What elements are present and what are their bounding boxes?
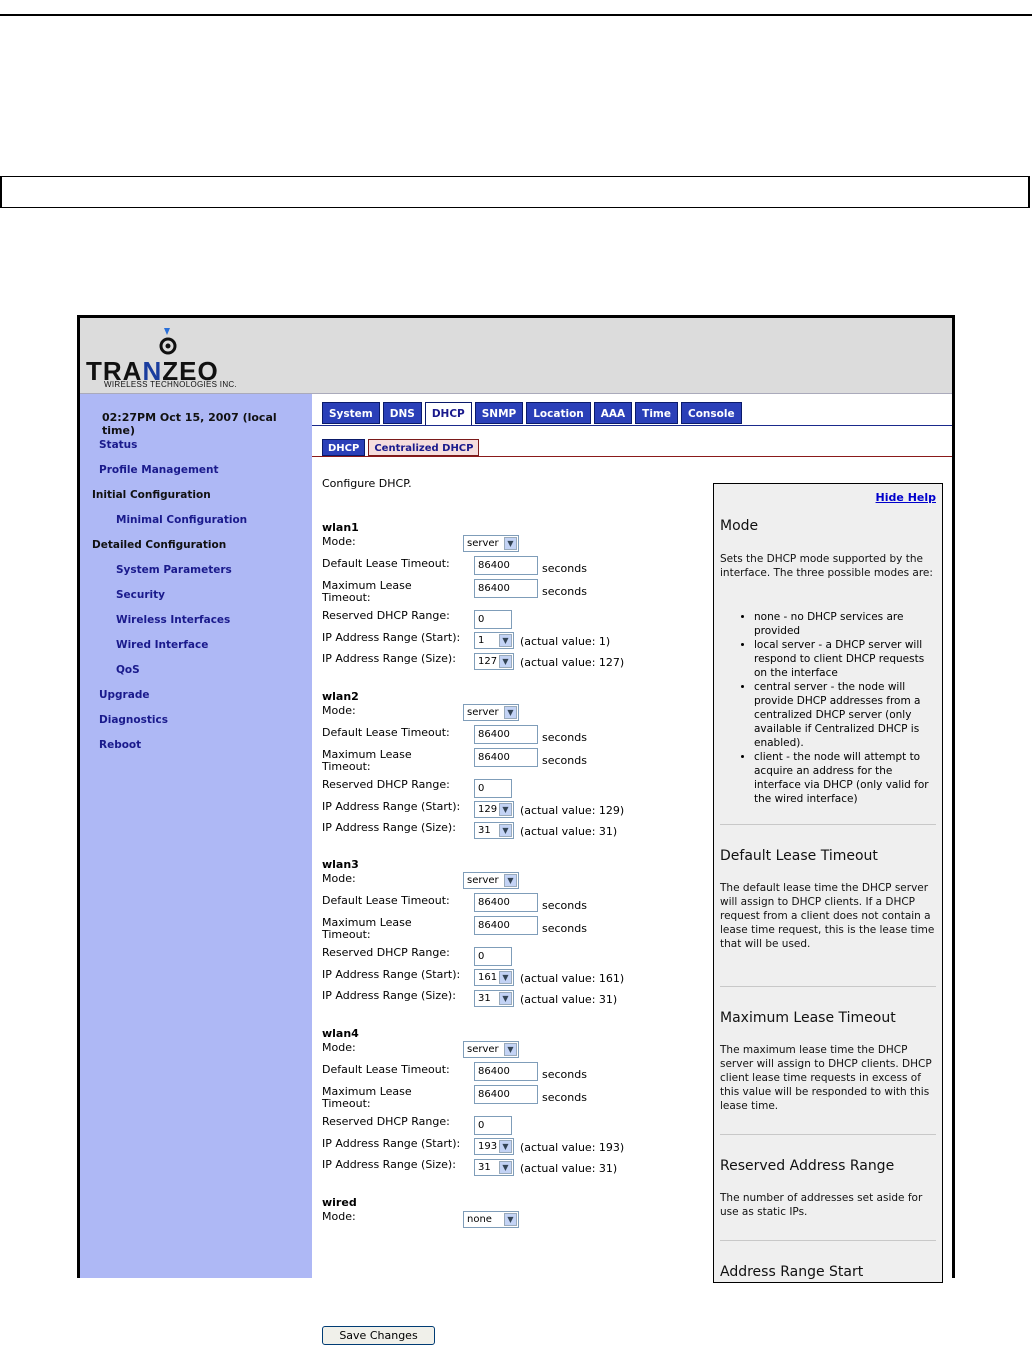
sidebar-item-wired-interface[interactable]: Wired Interface xyxy=(116,639,209,651)
help-mode-list xyxy=(720,610,938,806)
tranzeo-logo xyxy=(86,326,276,390)
max-lease-label: Maximum Lease Timeout: xyxy=(322,579,412,604)
local-time: 02:27PM Oct 15, 2007 (local time) xyxy=(102,411,277,437)
range-size-select[interactable]: 127 ▼ xyxy=(474,653,514,670)
default-lease-input[interactable]: 86400 xyxy=(474,556,538,575)
default-lease-label: Default Lease Timeout: xyxy=(322,1063,450,1076)
list-item: • client - the node will attempt to acquire an address for the interface via DHCP (only valid for the wired interface) xyxy=(754,750,938,806)
section-title: wlan2 xyxy=(322,690,359,703)
range-size-select[interactable]: 31 ▼ xyxy=(474,822,514,839)
sidebar-item-qos[interactable]: QoS xyxy=(116,664,140,676)
tab-aaa[interactable]: AAA xyxy=(594,402,632,424)
range-start-actual: (actual value: 129) xyxy=(520,804,625,817)
seconds-unit: seconds xyxy=(542,754,587,767)
antenna-logo-icon xyxy=(156,326,180,356)
reserved-range-label: Reserved DHCP Range: xyxy=(322,609,450,622)
max-lease-input[interactable]: 86400 xyxy=(474,1085,538,1104)
divider xyxy=(720,986,936,987)
sidebar-item-profile-management[interactable]: Profile Management xyxy=(99,464,219,476)
reserved-range-input[interactable]: 0 xyxy=(474,947,512,966)
tab-console[interactable]: Console xyxy=(681,402,742,424)
reserved-range-input[interactable]: 0 xyxy=(474,779,512,798)
max-lease-input[interactable]: 86400 xyxy=(474,579,538,598)
sidebar-item-security[interactable]: Security xyxy=(116,589,166,601)
chevron-down-icon: ▼ xyxy=(499,992,512,1005)
help-default-title: Default Lease Timeout xyxy=(720,848,878,864)
seconds-unit: seconds xyxy=(542,922,587,935)
list-item: • local server - a DHCP server will respond to client DHCP requests on the interface xyxy=(754,638,938,680)
range-start-select[interactable]: 129 ▼ xyxy=(474,801,514,818)
help-max-text: The maximum lease time the DHCP server will assign to DHCP clients. DHCP client lease time requests in excess of this value will be responded to with this lease time. xyxy=(720,1044,932,1112)
chevron-down-icon: ▼ xyxy=(499,803,512,816)
divider xyxy=(720,1134,936,1135)
tab-location[interactable]: Location xyxy=(526,402,591,424)
seconds-unit: seconds xyxy=(542,562,587,575)
help-panel xyxy=(713,483,943,1283)
tab-dhcp[interactable]: DHCP xyxy=(425,402,472,426)
subtab-dhcp[interactable]: DHCP xyxy=(322,439,365,456)
mode-select[interactable]: server ▼ xyxy=(463,1041,519,1058)
chevron-down-icon: ▼ xyxy=(499,1140,512,1153)
mode-label: Mode: xyxy=(322,1210,356,1223)
chevron-down-icon: ▼ xyxy=(499,655,512,668)
mode-label: Mode: xyxy=(322,704,356,717)
max-lease-input[interactable]: 86400 xyxy=(474,916,538,935)
help-max-title: Maximum Lease Timeout xyxy=(720,1010,896,1026)
main-content xyxy=(312,394,952,1342)
mode-label: Mode: xyxy=(322,535,356,548)
tab-system[interactable]: System xyxy=(322,402,380,424)
sidebar-item-diagnostics[interactable]: Diagnostics xyxy=(99,714,168,726)
sidebar-item-upgrade[interactable]: Upgrade xyxy=(99,689,150,701)
save-changes-button[interactable]: Save Changes xyxy=(322,1326,435,1345)
mode-label: Mode: xyxy=(322,872,356,885)
help-mode-text: Sets the DHCP mode supported by the interface. The three possible modes are: xyxy=(720,553,933,579)
seconds-unit: seconds xyxy=(542,1068,587,1081)
sidebar-item-initial-configuration[interactable]: Initial Configuration xyxy=(92,489,211,501)
seconds-unit: seconds xyxy=(542,585,587,598)
help-default-text: The default lease time the DHCP server will assign to DHCP clients. If a DHCP request from a client does not contain a lease time request, this is the lease time that will be used. xyxy=(720,882,935,950)
chevron-down-icon: ▼ xyxy=(499,824,512,837)
sidebar-item-system-parameters[interactable]: System Parameters xyxy=(116,564,232,576)
tab-snmp[interactable]: SNMP xyxy=(475,402,524,424)
range-size-actual: (actual value: 31) xyxy=(520,1162,618,1175)
help-mode-title: Mode xyxy=(720,518,759,534)
subtab-bar xyxy=(322,439,479,456)
range-size-label: IP Address Range (Size): xyxy=(322,1158,456,1171)
chevron-down-icon: ▼ xyxy=(499,1161,512,1174)
help-start-title: Address Range Start xyxy=(720,1264,864,1280)
hide-help-link[interactable]: Hide Help xyxy=(875,491,936,504)
range-size-label: IP Address Range (Size): xyxy=(322,821,456,834)
mode-select[interactable]: server ▼ xyxy=(463,535,519,552)
range-start-select[interactable]: 161 ▼ xyxy=(474,969,514,986)
chevron-down-icon: ▼ xyxy=(504,874,517,887)
sidebar xyxy=(80,394,312,1278)
chevron-down-icon: ▼ xyxy=(504,706,517,719)
max-lease-label: Maximum Lease Timeout: xyxy=(322,916,412,941)
sidebar-item-reboot[interactable]: Reboot xyxy=(99,739,142,751)
mode-select[interactable]: server ▼ xyxy=(463,704,519,721)
chevron-down-icon: ▼ xyxy=(499,634,512,647)
sidebar-item-status[interactable]: Status xyxy=(99,439,138,451)
range-start-label: IP Address Range (Start): xyxy=(322,1137,461,1150)
sidebar-item-minimal-configuration[interactable]: Minimal Configuration xyxy=(116,514,248,526)
default-lease-input[interactable]: 86400 xyxy=(474,725,538,744)
list-item: • none - no DHCP services are provided xyxy=(754,610,938,638)
range-start-select[interactable]: 193 ▼ xyxy=(474,1138,514,1155)
subtab-centralized-dhcp[interactable]: Centralized DHCP xyxy=(368,439,479,456)
range-size-label: IP Address Range (Size): xyxy=(322,989,456,1002)
tab-bar xyxy=(322,402,742,426)
reserved-range-label: Reserved DHCP Range: xyxy=(322,1115,450,1128)
help-reserved-text: The number of addresses set aside for use as static IPs. xyxy=(720,1192,923,1218)
default-lease-input[interactable]: 86400 xyxy=(474,893,538,912)
default-lease-input[interactable]: 86400 xyxy=(474,1062,538,1081)
max-lease-input[interactable]: 86400 xyxy=(474,748,538,767)
tab-dns[interactable]: DNS xyxy=(383,402,422,424)
reserved-range-label: Reserved DHCP Range: xyxy=(322,778,450,791)
intro-text: Configure DHCP. xyxy=(322,477,412,490)
chevron-down-icon: ▼ xyxy=(504,537,517,550)
range-size-select[interactable]: 31 ▼ xyxy=(474,1159,514,1176)
reserved-range-input[interactable]: 0 xyxy=(474,610,512,629)
sidebar-item-detailed-configuration[interactable]: Detailed Configuration xyxy=(92,539,227,551)
seconds-unit: seconds xyxy=(542,1091,587,1104)
mode-select[interactable]: server ▼ xyxy=(463,872,519,889)
screenshot-frame xyxy=(77,315,955,1342)
logo-wordmark: TRANZEO xyxy=(86,356,219,386)
section-title: wlan4 xyxy=(322,1027,359,1040)
max-lease-label: Maximum Lease Timeout: xyxy=(322,748,412,773)
mode-select[interactable]: none ▼ xyxy=(463,1211,519,1228)
header xyxy=(80,318,952,394)
range-start-label: IP Address Range (Start): xyxy=(322,968,461,981)
section-title: wired xyxy=(322,1196,357,1209)
range-size-actual: (actual value: 127) xyxy=(520,656,625,669)
range-size-label: IP Address Range (Size): xyxy=(322,652,456,665)
tab-time[interactable]: Time xyxy=(635,402,678,424)
default-lease-label: Default Lease Timeout: xyxy=(322,894,450,907)
range-start-actual: (actual value: 193) xyxy=(520,1141,625,1154)
document-blank-bar xyxy=(0,176,1030,208)
divider xyxy=(720,1240,936,1241)
help-reserved-title: Reserved Address Range xyxy=(720,1158,895,1174)
range-start-actual: (actual value: 161) xyxy=(520,972,625,985)
section-title: wlan1 xyxy=(322,521,359,534)
logo-subtitle: WIRELESS TECHNOLOGIES INC. xyxy=(104,380,238,389)
section-title: wlan3 xyxy=(322,858,359,871)
chevron-down-icon: ▼ xyxy=(499,971,512,984)
seconds-unit: seconds xyxy=(542,731,587,744)
max-lease-label: Maximum Lease Timeout: xyxy=(322,1085,412,1110)
range-size-select[interactable]: 31 ▼ xyxy=(474,990,514,1007)
mode-label: Mode: xyxy=(322,1041,356,1054)
range-size-actual: (actual value: 31) xyxy=(520,825,618,838)
sidebar-item-wireless-interfaces[interactable]: Wireless Interfaces xyxy=(116,614,231,626)
seconds-unit: seconds xyxy=(542,899,587,912)
chevron-down-icon: ▼ xyxy=(504,1213,517,1226)
divider xyxy=(720,824,936,825)
reserved-range-label: Reserved DHCP Range: xyxy=(322,946,450,959)
range-start-select[interactable]: 1 ▼ xyxy=(474,632,514,649)
range-size-actual: (actual value: 31) xyxy=(520,993,618,1006)
range-start-label: IP Address Range (Start): xyxy=(322,800,461,813)
list-item: • central server - the node will provide DHCP addresses from a centralized DHCP server (only available if Centralized DHCP is enabled). xyxy=(754,680,938,750)
default-lease-label: Default Lease Timeout: xyxy=(322,726,450,739)
range-start-label: IP Address Range (Start): xyxy=(322,631,461,644)
chevron-down-icon: ▼ xyxy=(504,1043,517,1056)
reserved-range-input[interactable]: 0 xyxy=(474,1116,512,1135)
range-start-actual: (actual value: 1) xyxy=(520,635,611,648)
default-lease-label: Default Lease Timeout: xyxy=(322,557,450,570)
subtab-underline xyxy=(312,456,952,457)
page-top-rule xyxy=(0,14,1032,16)
tab-underline xyxy=(312,425,952,426)
